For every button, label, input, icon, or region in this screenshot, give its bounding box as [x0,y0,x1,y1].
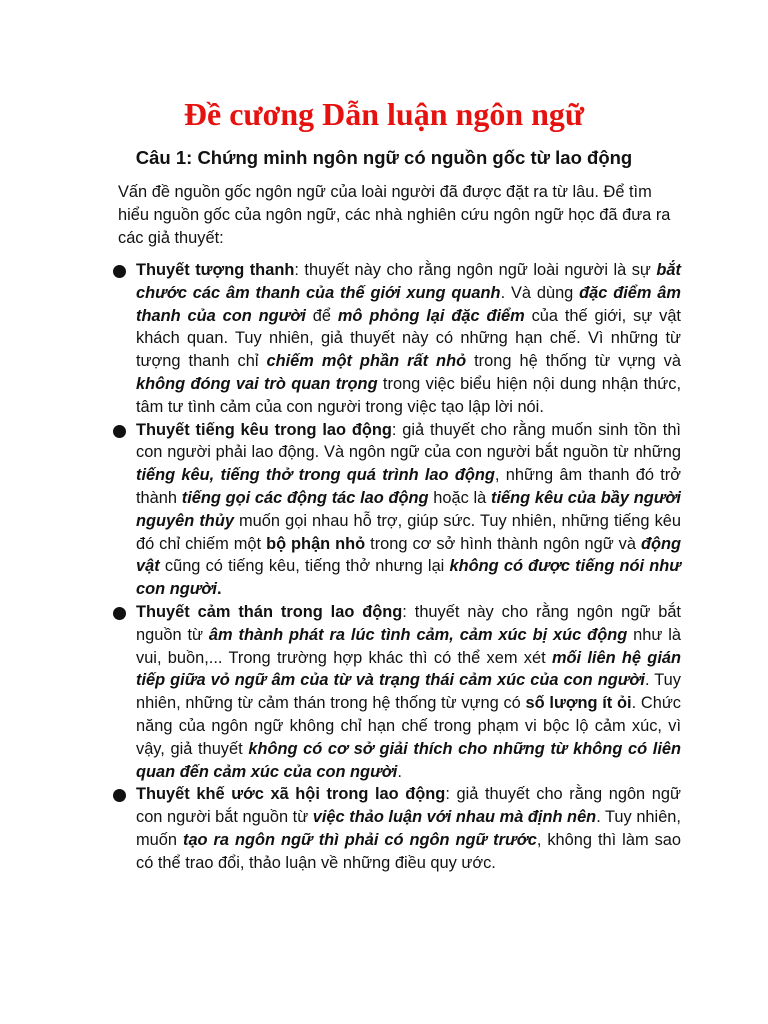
text-run: hoặc là [428,488,491,507]
list-item-labor-cry-theory [0,419,768,601]
emphasis-run: tiếng gọi các động tác lao động [181,488,429,507]
text-run: để [305,306,338,325]
text-run: . Tuy nhiên, muốn [136,808,681,849]
theory-name: Thuyết tượng thanh [136,261,295,279]
list-item-social-contract-theory [0,783,768,874]
text-run: trong hệ thống từ vựng và [466,352,681,371]
text-run: của thế giới, sự vật khách quan. Tuy nhiên, giả thuyết này có những hạn chế. Vì những từ tượng thanh chỉ [136,306,681,371]
emphasis-run: mối liên hệ gián tiếp giữa vỏ ngữ âm của từ và trạng thái cảm xúc của con người [136,648,682,690]
list-item-text [136,259,681,419]
text-run: . Tuy nhiên, những từ cảm thán trong hệ thống từ vựng có [136,671,681,713]
bold-run: số lượng ít ỏi [525,694,632,713]
emphasis-run: không có được tiếng nói như con người [136,557,682,599]
list-item-onomatopoeia-theory [0,259,768,419]
text-run: . [216,580,222,599]
text-run: : thuyết này cho rằng ngôn ngữ bắt nguồn từ [136,602,681,644]
emphasis-run: động vật [136,534,681,576]
bullet-icon [113,265,126,278]
question-heading: Câu 1: Chứng minh ngôn ngữ có nguồn gốc từ lao động [135,147,633,168]
text-run: : thuyết này cho rằng ngôn ngữ loài người là sự [294,261,657,279]
bullet-icon [113,607,126,620]
emphasis-run: việc thảo luận với nhau mà định nên [312,808,597,827]
text-run: như là vui, buồn,... Trong trường hợp khác thì có thể xem xét [136,625,682,667]
bullet-icon [113,789,126,802]
intro-paragraph: Vấn đề nguồn gốc ngôn ngữ của loài người đã được đặt ra từ lâu. Để tìm hiểu nguồn gốc của ngôn ngữ, các nhà nghiên cứu ngôn ngữ học đã đưa ra các giả thuyết: [118,183,671,247]
theory-list [0,259,768,875]
text-run: : giả thuyết cho rằng muốn sinh tồn thì con người phải lao động. Và ngôn ngữ của con người bắt nguồn từ những [136,420,681,462]
theory-name: Thuyết cảm thán trong lao động [136,602,403,621]
list-item-text [136,601,681,783]
text-run: , không thì làm sao có thể trao đổi, thảo luận về những điều quy ước. [136,830,681,872]
emphasis-run: tạo ra ngôn ngữ thì phải có ngôn ngữ trước [182,830,537,849]
theory-name: Thuyết tiếng kêu trong lao động [136,420,392,439]
text-run: . Chức năng của ngôn ngữ không chỉ hạn chế trong phạm vi bộc lộ cảm xúc, vì vậy, giả thuyết [136,694,681,758]
emphasis-run: không đóng vai trò quan trọng [136,374,378,393]
list-item-exclamation-theory [0,601,768,783]
text-run: trong cơ sở hình thành ngôn ngữ và [365,534,641,553]
text-run: . [397,762,402,781]
emphasis-run: đặc điểm âm thanh của con người [136,283,682,325]
emphasis-run: tiếng kêu, tiếng thở trong quá trình lao động [136,466,495,485]
emphasis-run: tiếng kêu của bầy người nguyên thủy [136,488,681,530]
bold-run: bộ phận nhỏ [266,534,366,553]
bullet-icon [113,425,126,438]
text-run: . Và dùng [500,283,580,302]
emphasis-run: chiếm một phần rất nhỏ [266,352,467,371]
emphasis-run: bắt chước các âm thanh của thế giới xung quanh [136,261,681,302]
text-run: cũng có tiếng kêu, tiếng thở nhưng lại [159,557,450,576]
text-run: , những âm thanh đó trở thành [136,466,681,507]
emphasis-run: âm thành phát ra lúc tình cảm, cảm xúc bị xúc động [208,625,628,644]
text-run: trong việc biểu hiện nội dung nhận thức, tâm tư tình cảm của con người trong việc tạo lập lời nói. [136,374,682,416]
list-item-text [136,419,681,601]
text-run: : giả thuyết cho rằng ngôn ngữ con người bắt nguồn từ [136,785,681,827]
theory-name: Thuyết khế ước xã hội trong lao động [136,785,446,804]
text-run: muốn gọi nhau hỗ trợ, giúp sức. Tuy nhiên, những tiếng kêu đó chỉ chiếm một [136,511,681,553]
document-title: Đề cương Dẫn luận ngôn ngữ [183,96,585,132]
emphasis-run: mô phỏng lại đặc điểm [337,306,525,325]
emphasis-run: không có cơ sở giải thích cho những từ không có liên quan đến cảm xúc của con người [136,739,681,781]
list-item-text [136,783,681,874]
